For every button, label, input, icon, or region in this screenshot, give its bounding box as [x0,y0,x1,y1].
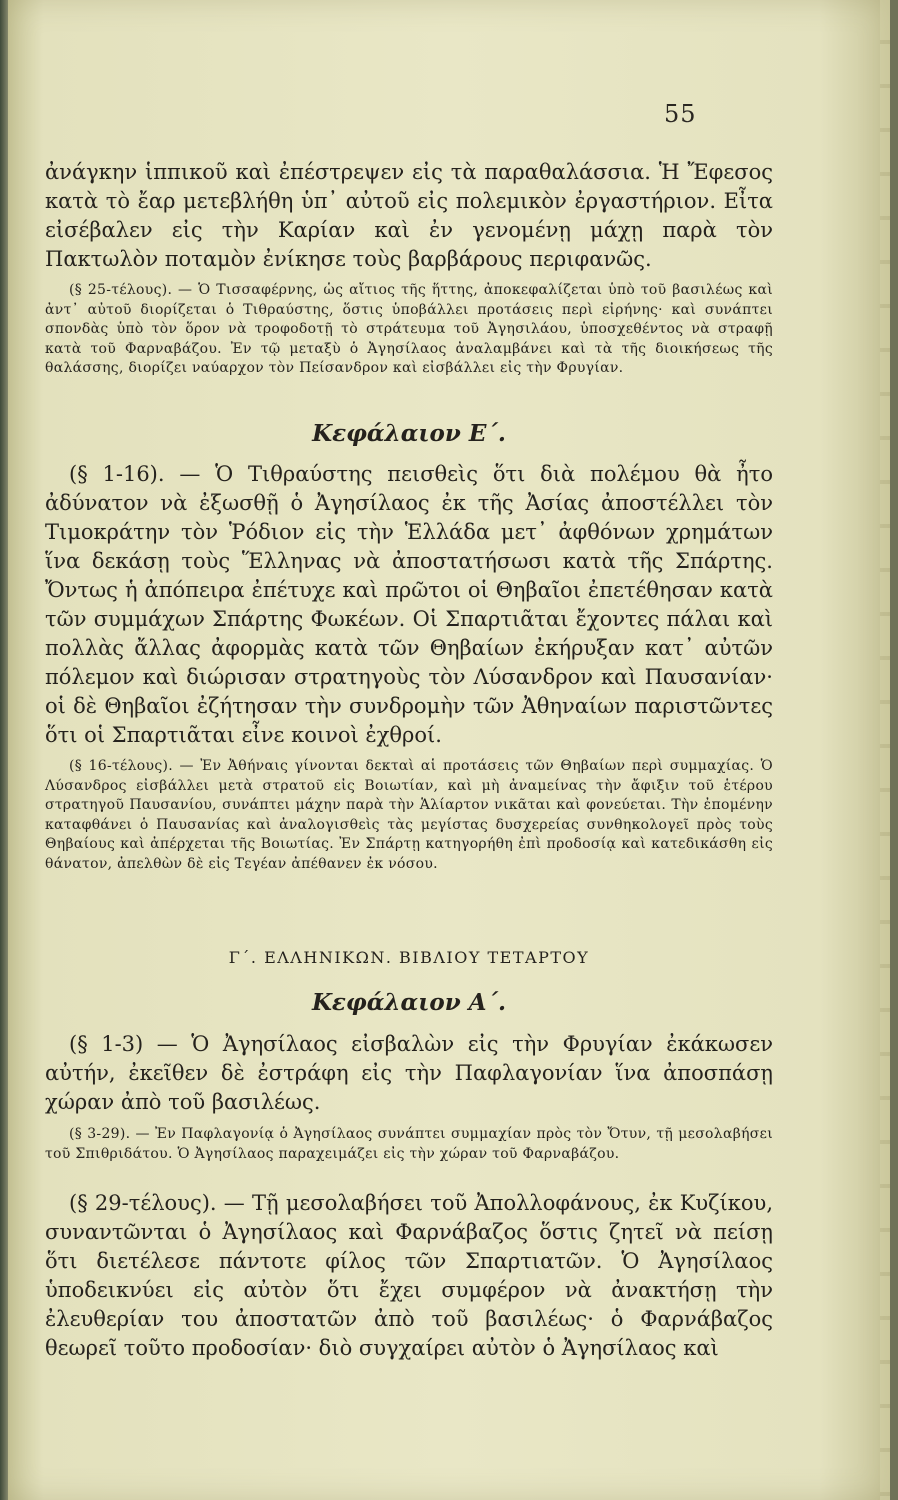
summary-paragraph-16-end: (§ 16-τέλους). — Ἐν Ἀθήναις γίνονται δεκταὶ αἱ προτάσεις τῶν Θηβαίων περὶ συμμαχίας. Ὁ Λύσανδρος εἰσβάλλει μετὰ στρατοῦ εἰς Βοιωτίαν, καὶ μὴ ἀναμείνας τὴν ἄφιξιν τοῦ ἑτέρου στρατηγοῦ Παυσανίου, συνάπτει μάχην παρὰ τὴν Ἁλίαρτον νικᾶται καὶ φονεύεται. Τὴν ἐπομένην καταφθάνει ὁ Παυσανίας καὶ ἀναλογισθεὶς τὰς μεγίστας δυσχερείας συνθηκολογεῖ πρὸς τοὺς Θηβαίους καὶ ἀπέρχεται τῆς Βοιωτίας. Ἐν Σπάρτῃ κατηγορήθη ἐπὶ προδοσίᾳ καὶ κατεδικάσθη εἰς θάνατον, ἀπελθὼν δὲ εἰς Τεγέαν ἀπέθανεν ἐκ νόσου. [45,758,773,872]
page-number: 55 [664,100,697,128]
summary-paragraph-3-29: (§ 3-29). — Ἐν Παφλαγονίᾳ ὁ Ἀγησίλαος συνάπτει συμμαχίαν πρὸς τὸν Ὄτυν, τῇ μεσολαβήσει τοῦ Σπιθριδάτου. Ὁ Ἀγησίλαος παραχειμάζει εἰς τὴν χώραν τοῦ Φαρναβάζου. [45,1126,773,1162]
summary-paragraph-25-end: (§ 25-τέλους). — Ὁ Τισσαφέρνης, ὡς αἴτιος τῆς ἥττης, ἀποκεφαλίζεται ὑπὸ τοῦ βασιλέως καὶ ἀντ᾽ αὐτοῦ διορίζεται ὁ Τιθραύστης, ὅστις ὑποβάλλει προτάσεις περὶ εἰρήνης· καὶ συνάπτει σπονδὰς ὑπὸ τὸν ὅρον νὰ τροφοδοτῇ τὸ στράτευμα τοῦ Ἀγησιλάου, ὑποσχεθέντος νὰ στραφῇ κατὰ τοῦ Φαρναβάζου. Ἐν τῷ μεταξὺ ὁ Ἀγησίλαος ἀναλαμβάνει καὶ τὰ τῆς διοικήσεως τῆς θαλάσσης, διορίζει ναύαρχον τὸν Πείσανδρον καὶ εἰσβάλλει εἰς τὴν Φρυγίαν. [45,282,773,376]
page-edge [880,0,890,1500]
body-paragraph-1-16: (§ 1-16). — Ὁ Τιθραύστης πεισθεὶς ὅτι διὰ πολέμου θὰ ἦτο ἀδύνατον νὰ ἐξωσθῇ ὁ Ἀγησίλαος ἐκ τῆς Ἀσίας ἀποστέλλει τὸν Τιμοκράτην τὸν Ῥόδιον εἰς τὴν Ἑλλάδα μετ᾽ ἀφθόνων χρημάτων ἵνα δεκάσῃ τοὺς Ἕλληνας νὰ ἀποστατήσωσι κατὰ τῆς Σπάρτης. Ὄντως ἡ ἀπόπειρα ἐπέτυχε καὶ πρῶτοι οἱ Θηβαῖοι ἐπετέθησαν κατὰ τῶν συμμάχων Σπάρτης Φωκέων. Οἱ Σπαρτιᾶται ἔχοντες πάλαι καὶ πολλὰς ἄλλας ἀφορμὰς κατὰ τῶν Θηβαίων ἐκήρυξαν κατ᾽ αὐτῶν πόλεμον καὶ διώρισαν στρατηγοὺς τὸν Λύσανδρον καὶ Παυσανίαν· οἱ δὲ Θηβαῖοι ἐζήτησαν τὴν συνδρομὴν τῶν Ἀθηναίων παριστῶντες ὅτι οἱ Σπαρτιᾶται εἶνε κοινοὶ ἐχθροί. [45,462,773,747]
chapter-heading-a: Κεφάλαιον Α΄. [311,989,507,1016]
book-page [8,0,890,1500]
page-content [45,158,773,1363]
chapter-heading-e: Κεφάλαιον Ε΄. [312,420,506,447]
body-paragraph-29-end: (§ 29-τέλους). — Τῇ μεσολαβήσει τοῦ Ἀπολλοφάνους, ἐκ Κυζίκου, συναντῶνται ὁ Ἀγησίλαος καὶ Φαρνάβαζος ὅστις ζητεῖ νὰ πείσῃ ὅτι διετέλεσε πάντοτε φίλος τῶν Σπαρτιατῶν. Ὁ Ἀγησίλαος ὑποδεικνύει εἰς αὐτὸν ὅτι ἔχει συμφέρον νὰ ἀνακτήσῃ τὴν ἐλευθερίαν του ἀποστατῶν ἀπὸ τοῦ βασιλέως· ὁ Φαρνάβαζος θεωρεῖ τοῦτο προδοσίαν· διὸ συγχαίρει αὐτὸν ὁ Ἀγησίλαος καὶ [45,1191,773,1360]
body-paragraph-1-3: (§ 1-3) — Ὁ Ἀγησίλαος εἰσβαλὼν εἰς τὴν Φρυγίαν ἐκάκωσεν αὐτήν, ἐκεῖθεν δὲ ἐστράφη εἰς τὴν Παφλαγονίαν ἵνα ἀποσπάσῃ χώραν ἀπὸ τοῦ βασιλέως. [45,1032,773,1114]
book-title: Γ΄. ΕΛΛΗΝΙΚΩΝ. ΒΙΒΛΙΟΥ ΤΕΤΑΡΤΟΥ [228,948,590,967]
body-paragraph-continuation: ἀνάγκην ἱππικοῦ καὶ ἐπέστρεψεν εἰς τὰ παραθαλάσσια. Ἡ Ἔφεσος κατὰ τὸ ἔαρ μετεβλήθη ὑπ᾽ αὐτοῦ εἰς πολεμικὸν ἐργαστήριον. Εἶτα εἰσέβαλεν εἰς τὴν Καρίαν καὶ ἐν γενομένῃ μάχῃ παρὰ τὸν Πακτωλὸν ποταμὸν ἐνίκησε τοὺς βαρβάρους περιφανῶς. [45,160,773,271]
